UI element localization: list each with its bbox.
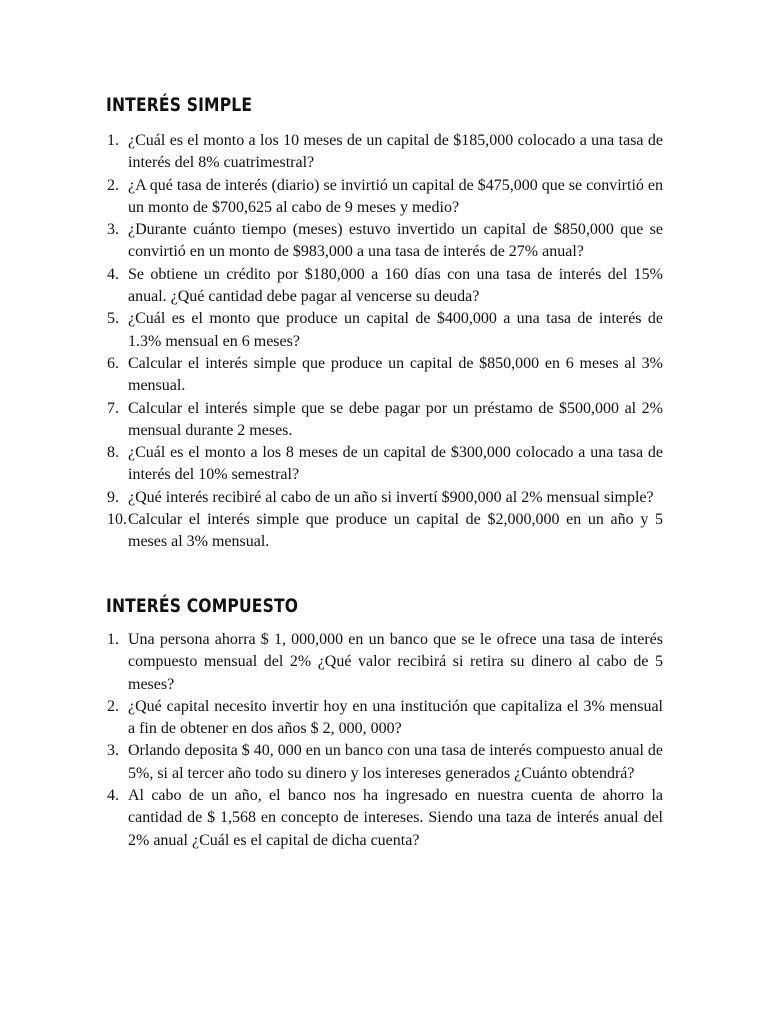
question-item (107, 398, 663, 443)
question-number: 3. (107, 221, 119, 239)
question-text: Calcular el interés simple que se debe pagar por un préstamo de $500,000 al 2% mensual durante 2 meses. (128, 399, 663, 439)
question-number: 4. (107, 787, 119, 805)
question-text: Orlando deposita $ 40, 000 en un banco con una tasa de interés compuesto anual de 5%, si al tercer año todo su dinero y los intereses generados ¿Cuánto obtendrá? (128, 742, 663, 782)
question-number: 7. (107, 399, 119, 417)
question-number: 5. (107, 310, 119, 328)
question-item (107, 308, 663, 353)
question-item (107, 696, 663, 741)
question-item (107, 442, 663, 487)
question-item (107, 629, 663, 696)
question-item (107, 785, 663, 852)
question-number: 1. (107, 631, 119, 648)
question-number: 1. (107, 132, 119, 149)
question-text: Una persona ahorra $ 1, 000,000 en un banco que se le ofrece una tasa de interés compuesto mensual del 2% ¿Qué valor recibirá si retira su dinero al cabo de 5 meses? (128, 631, 663, 693)
question-text: ¿Cuál es el monto a los 8 meses de un capital de $300,000 colocado a una tasa de interés del 10% semestral? (128, 444, 663, 484)
question-text: ¿Qué interés recibiré al cabo de un año si invertí $900,000 al 2% mensual simple? (128, 488, 654, 506)
question-text: Calcular el interés simple que produce un capital de $2,000,000 en un año y 5 meses al 3% mensual. (128, 511, 663, 551)
question-item (107, 130, 663, 175)
question-text: Se obtiene un crédito por $180,000 a 160 días con una tasa de interés del 15% anual. ¿Qué cantidad debe pagar al vencerse su deuda? (128, 265, 663, 306)
question-item (107, 264, 663, 309)
question-text: ¿A qué tasa de interés (diario) se invirtió un capital de $475,000 que se convirtió en un monto de $700,625 al cabo de 9 meses y medio? (128, 176, 663, 216)
compound-interest-question-list (107, 629, 663, 852)
question-number: 2. (107, 697, 119, 715)
question-text: ¿Cuál es el monto que produce un capital de $400,000 a una tasa de interés de 1.3% mensual en 6 meses? (128, 310, 663, 350)
section-title-interes-simple: INTERÉS SIMPLE (106, 94, 253, 116)
question-text: Al cabo de un año, el banco nos ha ingresado en nuestra cuenta de ahorro la cantidad de $ 1,568 en concepto de intereses. Siendo una taza de interés anual del 2% anual ¿Cuál es el capital de dicha cuenta? (128, 787, 663, 849)
question-item (107, 740, 663, 785)
section-title-interes-compuesto: INTERÉS COMPUESTO (106, 595, 299, 617)
question-number: 8. (107, 444, 119, 462)
question-item (107, 509, 663, 554)
question-number: 2. (107, 176, 119, 194)
question-number: 3. (107, 742, 119, 760)
question-number: 9. (107, 488, 119, 506)
question-number: 10. (107, 511, 127, 529)
question-text: ¿Durante cuánto tiempo (meses) estuvo invertido un capital de $850,000 que se convirtió en un monto de $983,000 a una tasa de interés de 27% anual? (128, 221, 663, 261)
question-text: Calcular el interés simple que produce un capital de $850,000 en 6 meses al 3% mensual. (128, 354, 663, 395)
question-text: ¿Cuál es el monto a los 10 meses de un capital de $185,000 colocado a una tasa de interés del 8% cuatrimestral? (128, 132, 663, 172)
question-item (107, 487, 663, 509)
question-item (107, 353, 663, 398)
question-number: 6. (107, 354, 119, 372)
question-item (107, 219, 663, 264)
question-item (107, 175, 663, 220)
question-number: 4. (107, 265, 119, 283)
question-text: ¿Qué capital necesito invertir hoy en una institución que capitaliza el 3% mensual a fin de obtener en dos años $ 2, 000, 000? (128, 697, 663, 738)
simple-interest-question-list (107, 130, 663, 554)
